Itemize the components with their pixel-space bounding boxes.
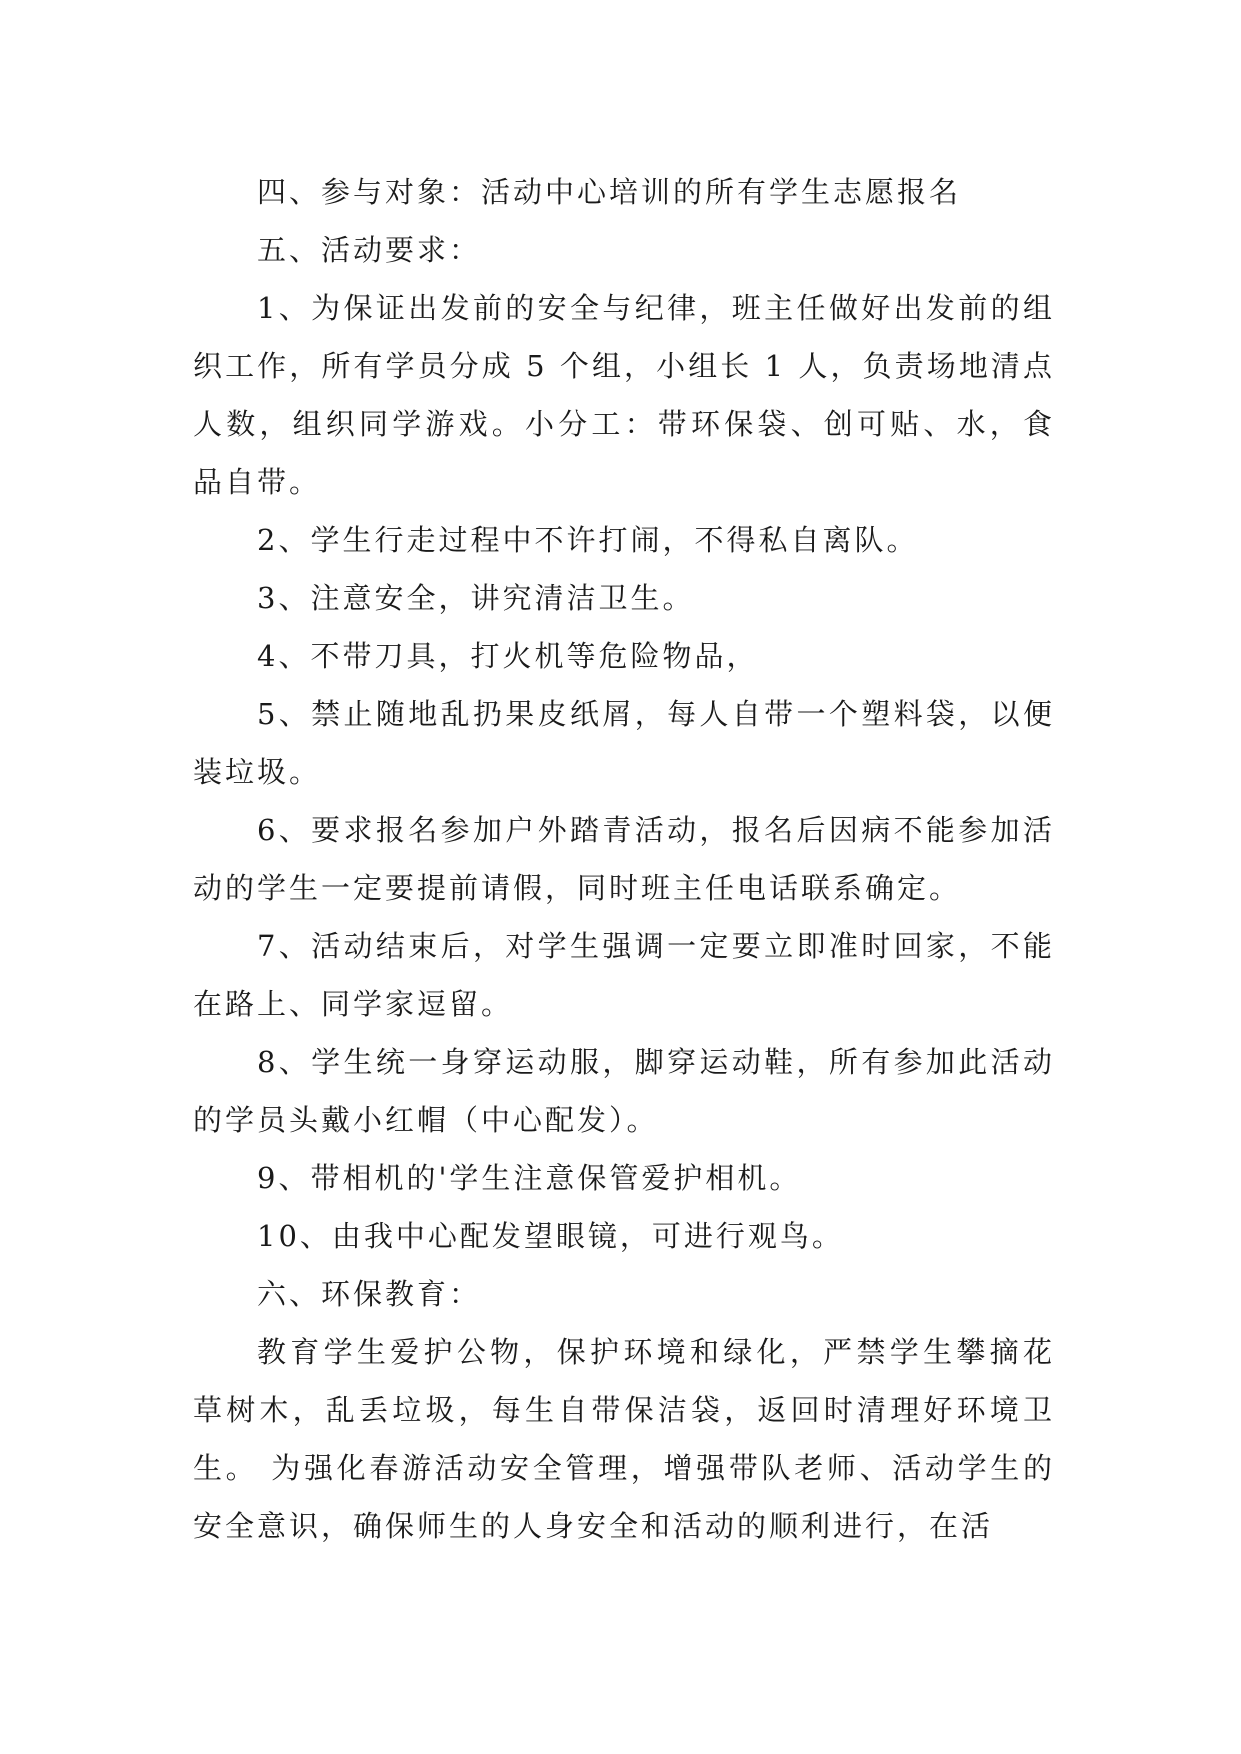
paragraph-requirement-7: 7、活动结束后，对学生强调一定要立即准时回家，不能在路上、同学家逗留。 <box>193 929 1055 1021</box>
paragraph-requirement-9: 9、带相机的'学生注意保管爱护相机。 <box>257 1161 802 1195</box>
paragraph-requirement-10: 10、由我中心配发望眼镜，可进行观鸟。 <box>257 1219 844 1253</box>
paragraph-requirement-1: 1、为保证出发前的安全与纪律，班主任做好出发前的组织工作，所有学员分成 5 个组，小组长 1 人，负责场地清点人数，组织同学游戏。小分工：带环保袋、创可贴、水，食品自带。 <box>193 291 1055 499</box>
paragraph-requirement-8: 8、学生统一身穿运动服，脚穿运动鞋，所有参加此活动的学员头戴小红帽（中心配发）。 <box>193 1045 1055 1137</box>
paragraph-requirement-5: 5、禁止随地乱扔果皮纸屑，每人自带一个塑料袋，以便装垃圾。 <box>193 697 1055 789</box>
paragraph-requirement-4: 4、不带刀具，打火机等危险物品， <box>257 639 759 673</box>
paragraph-participants: 四、参与对象：活动中心培训的所有学生志愿报名 <box>257 175 962 209</box>
paragraph-requirements-heading: 五、活动要求： <box>257 233 482 267</box>
document-body <box>193 163 1055 1555</box>
paragraph-requirement-6: 6、要求报名参加户外踏青活动，报名后因病不能参加活动的学生一定要提前请假，同时班主任电话联系确定。 <box>193 813 1055 905</box>
paragraph-environment-body: 教育学生爱护公物，保护环境和绿化，严禁学生攀摘花草树木，乱丢垃圾，每生自带保洁袋，返回时清理好环境卫生。 为强化春游活动安全管理，增强带队老师、活动学生的安全意识，确保师生的人身安全和活动的顺利进行，在活 <box>193 1335 1055 1543</box>
paragraph-requirement-2: 2、学生行走过程中不许打闹，不得私自离队。 <box>257 523 919 557</box>
paragraph-environment-heading: 六、环保教育： <box>257 1277 482 1311</box>
paragraph-requirement-3: 3、注意安全，讲究清洁卫生。 <box>257 581 695 615</box>
